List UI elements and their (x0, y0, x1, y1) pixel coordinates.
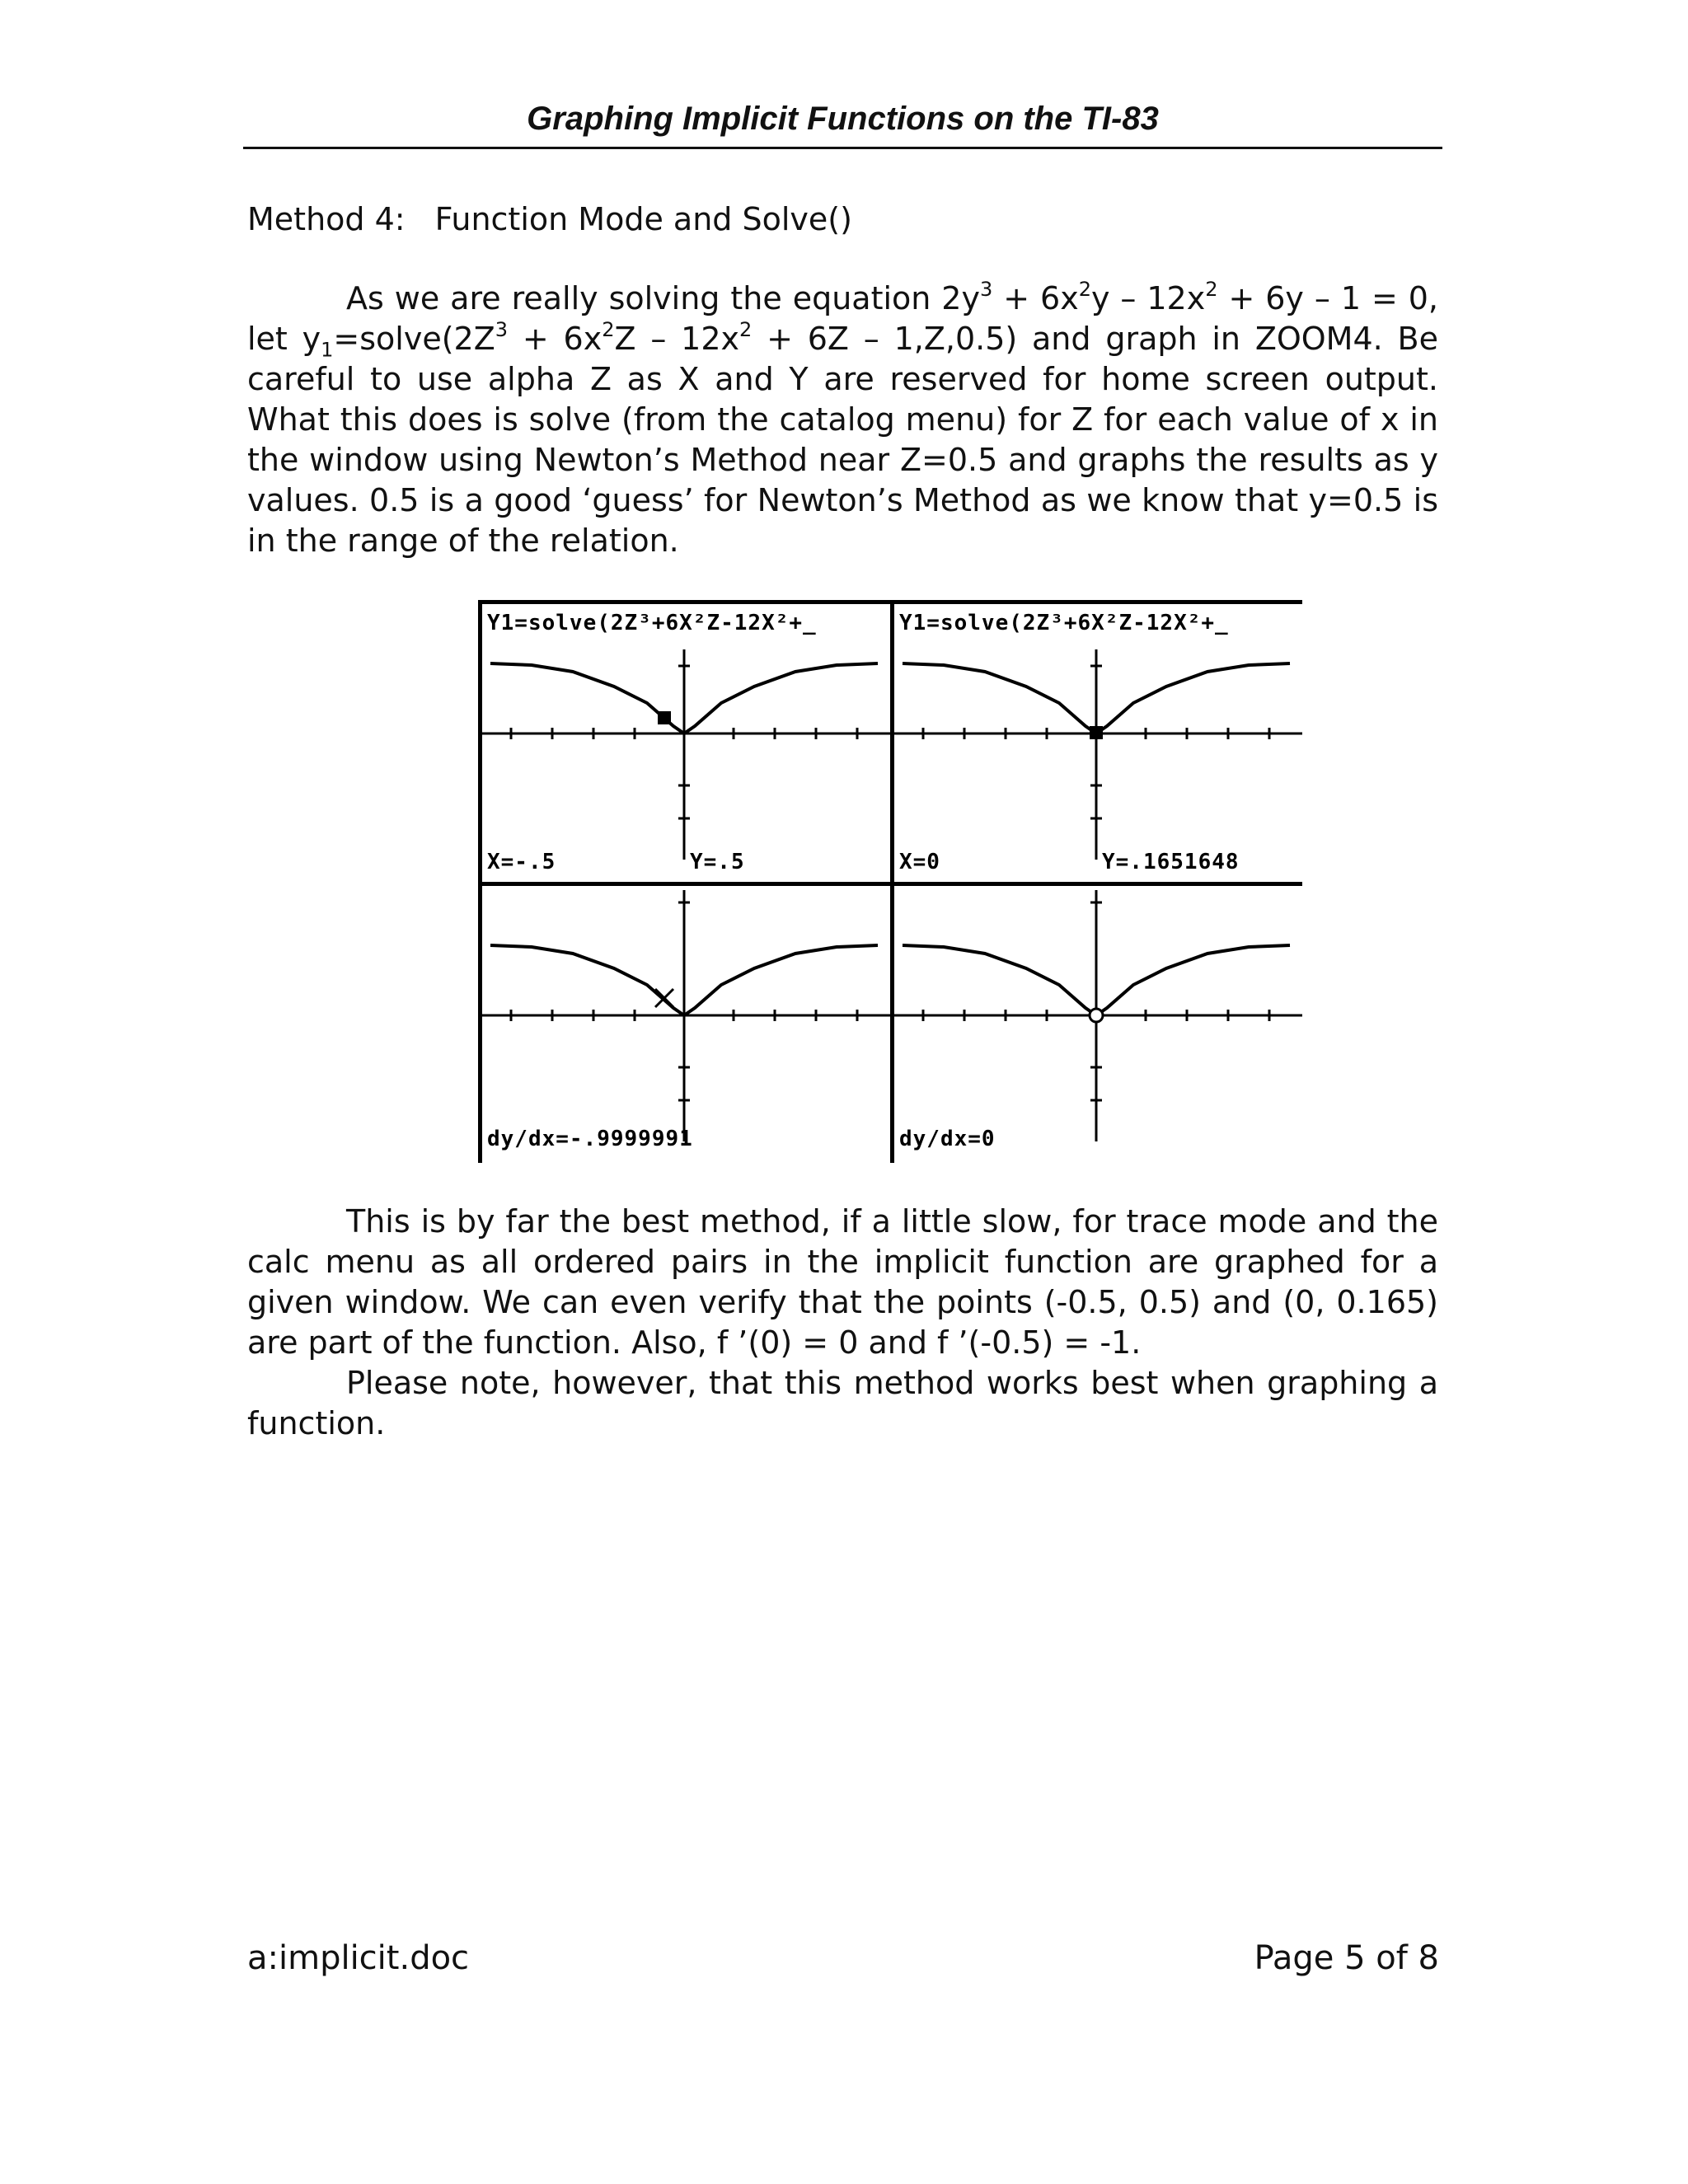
footer-page-number: Page 5 of 8 (1254, 1939, 1439, 1977)
page-header (243, 97, 1442, 149)
paragraph-conclusion (247, 1202, 1438, 1363)
subscript: 1 (321, 338, 334, 362)
graph-bottom-left (482, 886, 890, 1159)
figure-divider-horizontal (482, 882, 1298, 886)
text-run: y – 12x (1090, 280, 1206, 316)
tangent-cursor-icon (655, 989, 673, 1007)
screen-bottom-right (894, 886, 1302, 1164)
screen-top-right (894, 604, 1302, 882)
superscript: 2 (739, 318, 753, 342)
paragraph-intro (247, 279, 1438, 561)
screen-derivative-readout: dy/dx=-.9999991 (487, 1127, 693, 1151)
graph-top-left (482, 604, 890, 882)
method-title: Function Mode and Solve() (434, 201, 852, 237)
superscript: 2 (1078, 278, 1091, 302)
graph-bottom-right (894, 886, 1302, 1159)
screen-x-readout: X=0 (899, 850, 940, 874)
trace-cursor-icon (1090, 726, 1103, 739)
screen-bottom-left (482, 886, 890, 1164)
text-run: + 6Z – 1,Z,0.5) and graph in ZOOM4. Be careful to use alpha Z as X and Y are reserved for home screen output. What this does is solve (from the catalog menu) for Z for each value of x in the window using Newton’s Method near Z=0.5 and graphs the results as y values. 0.5 is a good ‘guess’ for Newton’s Method as we know that y=0.5 is in the range of the relation. (247, 321, 1438, 559)
screen-y-readout: Y=.5 (690, 850, 745, 874)
text-run: This is by far the best method, if a little slow, for trace mode and the calc menu as all ordered pairs in the implicit function are graphed for a given window. We can even verify that the points (-0.5, 0.5) and (0, 0.165) are part of the function. Also, f ’(0) = 0 and f ’(-0.5) = -1. (247, 1203, 1438, 1361)
screen-x-readout: X=-.5 (487, 850, 556, 874)
screen-y-readout: Y=.1651648 (1102, 850, 1240, 874)
footer-filename: a:implicit.doc (247, 1939, 470, 1977)
header-title: Graphing Implicit Functions on the TI-83 (527, 101, 1159, 137)
superscript: 2 (602, 318, 615, 342)
text-run: + 6x (508, 321, 603, 357)
method-label: Method 4: (247, 201, 406, 237)
superscript: 2 (1205, 278, 1218, 302)
superscript: 3 (495, 318, 509, 342)
trace-cursor-icon (658, 711, 671, 724)
graph-top-right (894, 604, 1302, 882)
text-run: As we are really solving the equation 2y (346, 280, 980, 316)
screen-header-text: Y1=solve(2Z³+6X²Z-12X²+_ (487, 611, 817, 635)
text-run: Z – 12x (614, 321, 739, 357)
text-run: + 6y – 1 = 0, let y (247, 280, 1438, 357)
method-heading (247, 198, 852, 241)
text-run: + 6x (992, 280, 1079, 316)
screen-derivative-readout: dy/dx=0 (899, 1127, 996, 1151)
screen-top-left (482, 604, 890, 882)
paragraph-note (247, 1363, 1438, 1444)
calculator-screens-figure (478, 600, 1302, 1163)
text-run: =solve(2Z (333, 321, 495, 357)
tangent-point-icon (1090, 1009, 1103, 1022)
superscript: 3 (979, 278, 993, 302)
screen-header-text: Y1=solve(2Z³+6X²Z-12X²+_ (899, 611, 1229, 635)
text-run: Please note, however, that this method works best when graphing a function. (247, 1365, 1438, 1441)
